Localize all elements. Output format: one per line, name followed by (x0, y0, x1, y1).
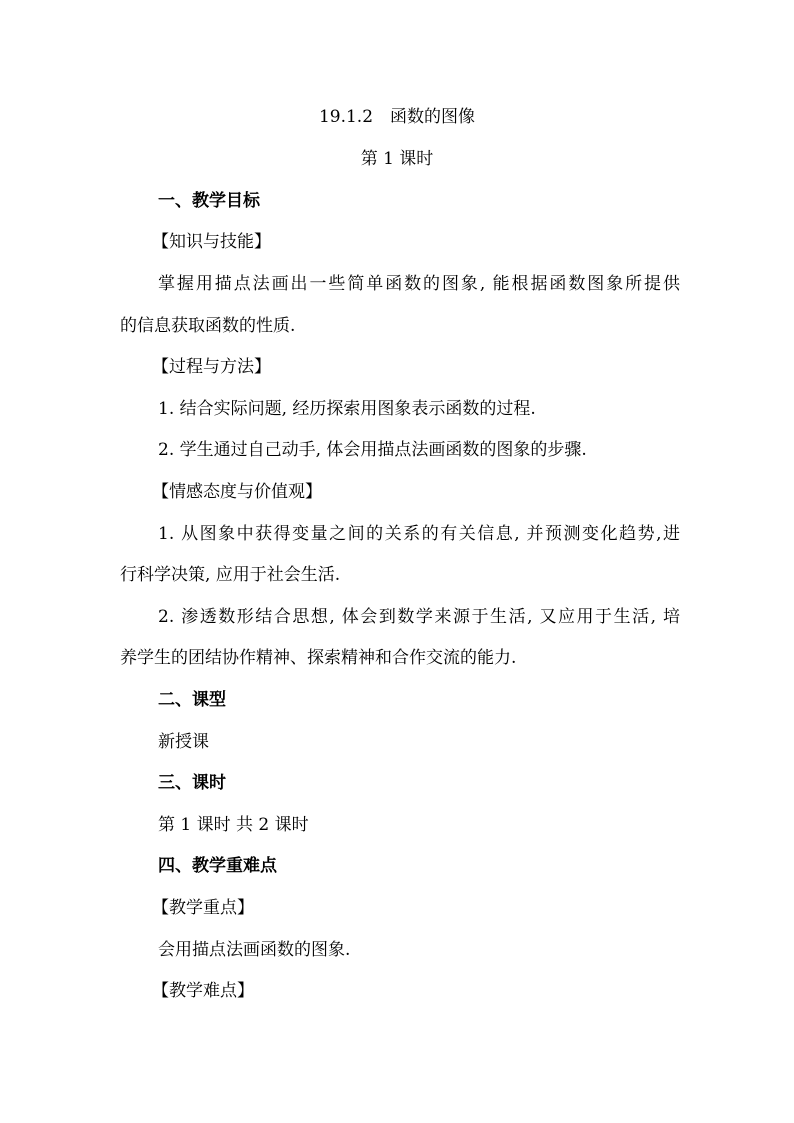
lesson-type-text: 新授课 (158, 732, 209, 752)
knowledge-paragraph-line-1: 掌握用描点法画出一些简单函数的图象, 能根据函数图象所提供 (158, 274, 680, 294)
emotion-item-2-line-2: 养学生的团结协作精神、探索精神和合作交流的能力. (120, 648, 517, 668)
section-heading-objectives: 一、教学目标 (158, 191, 260, 211)
section-heading-key-difficulties: 四、教学重难点 (158, 856, 277, 876)
process-item-1: 1. 结合实际问题, 经历探索用图象表示函数的过程. (158, 399, 536, 419)
subheading-knowledge-skills: 【知识与技能】 (152, 232, 271, 252)
knowledge-paragraph-line-2: 的信息获取函数的性质. (120, 316, 296, 336)
emotion-item-1-line-1: 1. 从图象中获得变量之间的关系的有关信息, 并预测变化趋势,进 (158, 524, 680, 544)
subheading-process-method: 【过程与方法】 (152, 357, 271, 377)
document-subtitle: 第 1 课时 (360, 149, 434, 169)
section-heading-lesson-type: 二、课型 (158, 690, 226, 710)
teaching-focus-text: 会用描点法画函数的图象. (158, 940, 351, 960)
document-title: 19.1.2 函数的图像 (318, 107, 476, 127)
subheading-emotion-values: 【情感态度与价值观】 (152, 482, 322, 502)
subheading-teaching-difficulty: 【教学难点】 (152, 981, 254, 1001)
subheading-teaching-focus: 【教学重点】 (152, 898, 254, 918)
emotion-item-2-line-1: 2. 渗透数形结合思想, 体会到数学来源于生活, 又应用于生活, 培 (158, 607, 680, 627)
section-heading-class-hours: 三、课时 (158, 773, 226, 793)
class-hours-text: 第 1 课时 共 2 课时 (158, 815, 309, 835)
process-item-2: 2. 学生通过自己动手, 体会用描点法画函数的图象的步骤. (158, 440, 587, 460)
emotion-item-1-line-2: 行科学决策, 应用于社会生活. (120, 565, 341, 585)
